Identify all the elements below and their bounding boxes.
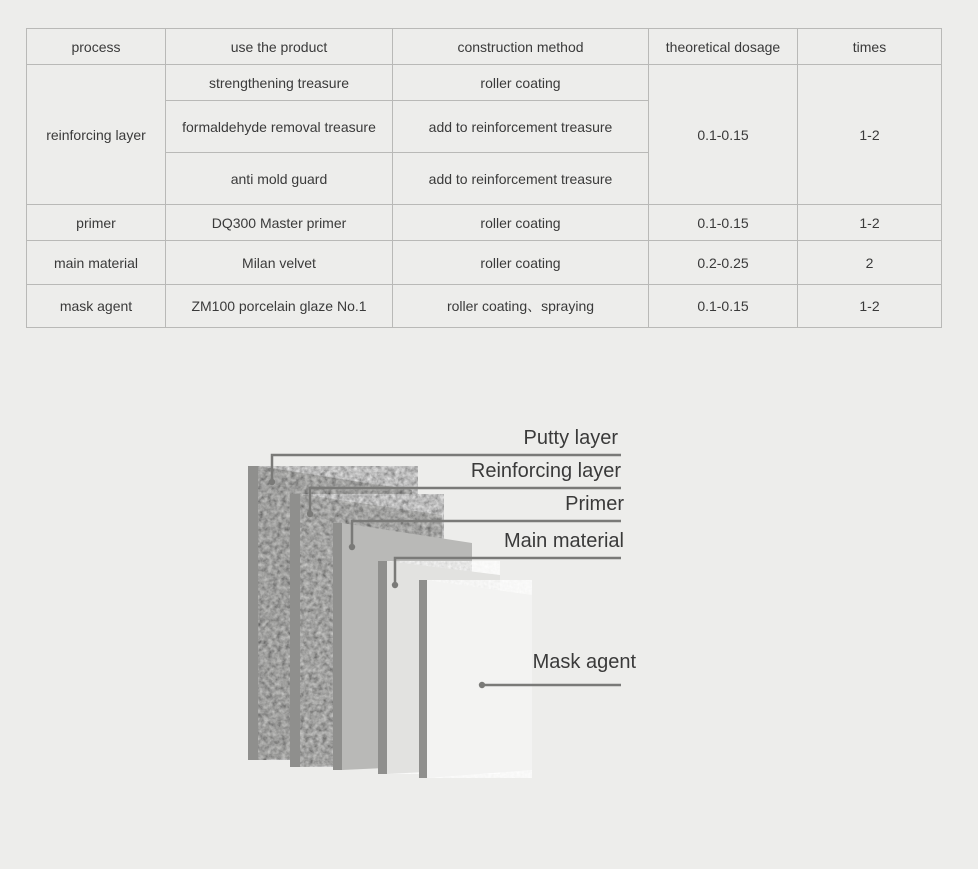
product-cell: ZM100 porcelain glaze No.1 — [166, 285, 393, 328]
mask-agent-label: Mask agent — [532, 651, 636, 673]
method-cell: roller coating — [393, 205, 649, 241]
header-dosage: theoretical dosage — [649, 29, 798, 65]
header-times: times — [798, 29, 942, 65]
product-cell: DQ300 Master primer — [166, 205, 393, 241]
header-product: use the product — [166, 29, 393, 65]
mask-agent-panel — [419, 580, 532, 778]
putty-layer-label: Putty layer — [523, 427, 618, 449]
process-cell: mask agent — [27, 285, 166, 328]
header-method: construction method — [393, 29, 649, 65]
process-cell: main material — [27, 241, 166, 285]
product-cell: anti mold guard — [166, 153, 393, 205]
main-material-label: Main material — [503, 530, 624, 552]
times-cell: 1-2 — [798, 205, 942, 241]
product-cell: formaldehyde removal treasure — [166, 101, 393, 153]
primer-layer-label: Primer — [565, 493, 624, 515]
dosage-cell: 0.2-0.25 — [649, 241, 798, 285]
product-cell: strengthening treasure — [166, 65, 393, 101]
times-cell: 1-2 — [798, 65, 942, 205]
times-cell: 1-2 — [798, 285, 942, 328]
method-cell: add to reinforcement treasure — [393, 153, 649, 205]
method-cell: roller coating — [393, 65, 649, 101]
product-cell: Milan velvet — [166, 241, 393, 285]
method-cell: roller coating — [393, 241, 649, 285]
dosage-cell: 0.1-0.15 — [649, 285, 798, 328]
process-cell: primer — [27, 205, 166, 241]
dosage-cell: 0.1-0.15 — [649, 65, 798, 205]
times-cell: 2 — [798, 241, 942, 285]
header-process: process — [27, 29, 166, 65]
reinforcing-layer-label: Reinforcing layer — [470, 460, 621, 482]
process-cell: reinforcing layer — [27, 65, 166, 205]
method-cell: add to reinforcement treasure — [393, 101, 649, 153]
method-cell: roller coating、spraying — [393, 285, 649, 328]
dosage-cell: 0.1-0.15 — [649, 205, 798, 241]
